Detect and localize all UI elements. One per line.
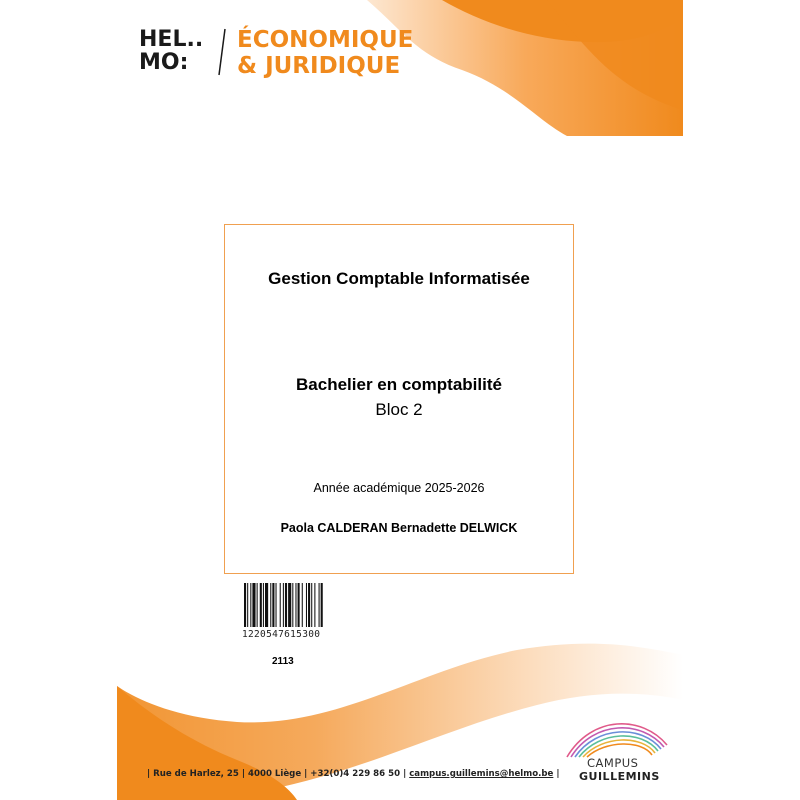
bloc-label: Bloc 2 [375, 400, 423, 419]
course-title: Gestion Comptable Informatisée [268, 269, 530, 288]
department-name [237, 27, 413, 79]
campus-name: GUILLEMINS [579, 770, 660, 783]
document-code: 2113 [272, 656, 294, 667]
barcode-number: 1220547615300 [242, 629, 321, 640]
department-line2: & JURIDIQUE [237, 53, 401, 79]
campus-label: CAMPUS [587, 756, 639, 770]
footer-address-text: | Rue de Harlez, 25 | 4000 Liège | +32(0)4 229 86 50 | [147, 769, 407, 779]
campus-arcs-icon [562, 715, 672, 760]
document-page [117, 0, 683, 800]
footer-address [147, 769, 560, 779]
helmo-wordmark [139, 29, 203, 75]
barcode-icon [244, 583, 354, 627]
helmo-line1: HEL.. [139, 27, 204, 52]
footer-email-link[interactable]: campus.guillemins@helmo.be [409, 769, 554, 779]
program-name: Bachelier en comptabilité [296, 375, 502, 394]
logo-divider-slash [217, 27, 227, 77]
helmo-line2: MO: [139, 50, 189, 75]
academic-year: Année académique 2025-2026 [313, 481, 485, 495]
cover-title-frame [224, 224, 574, 574]
footer-end: | [556, 769, 560, 779]
department-line1: ÉCONOMIQUE [237, 27, 414, 53]
authors: Paola CALDERAN Bernadette DELWICK [280, 521, 518, 535]
